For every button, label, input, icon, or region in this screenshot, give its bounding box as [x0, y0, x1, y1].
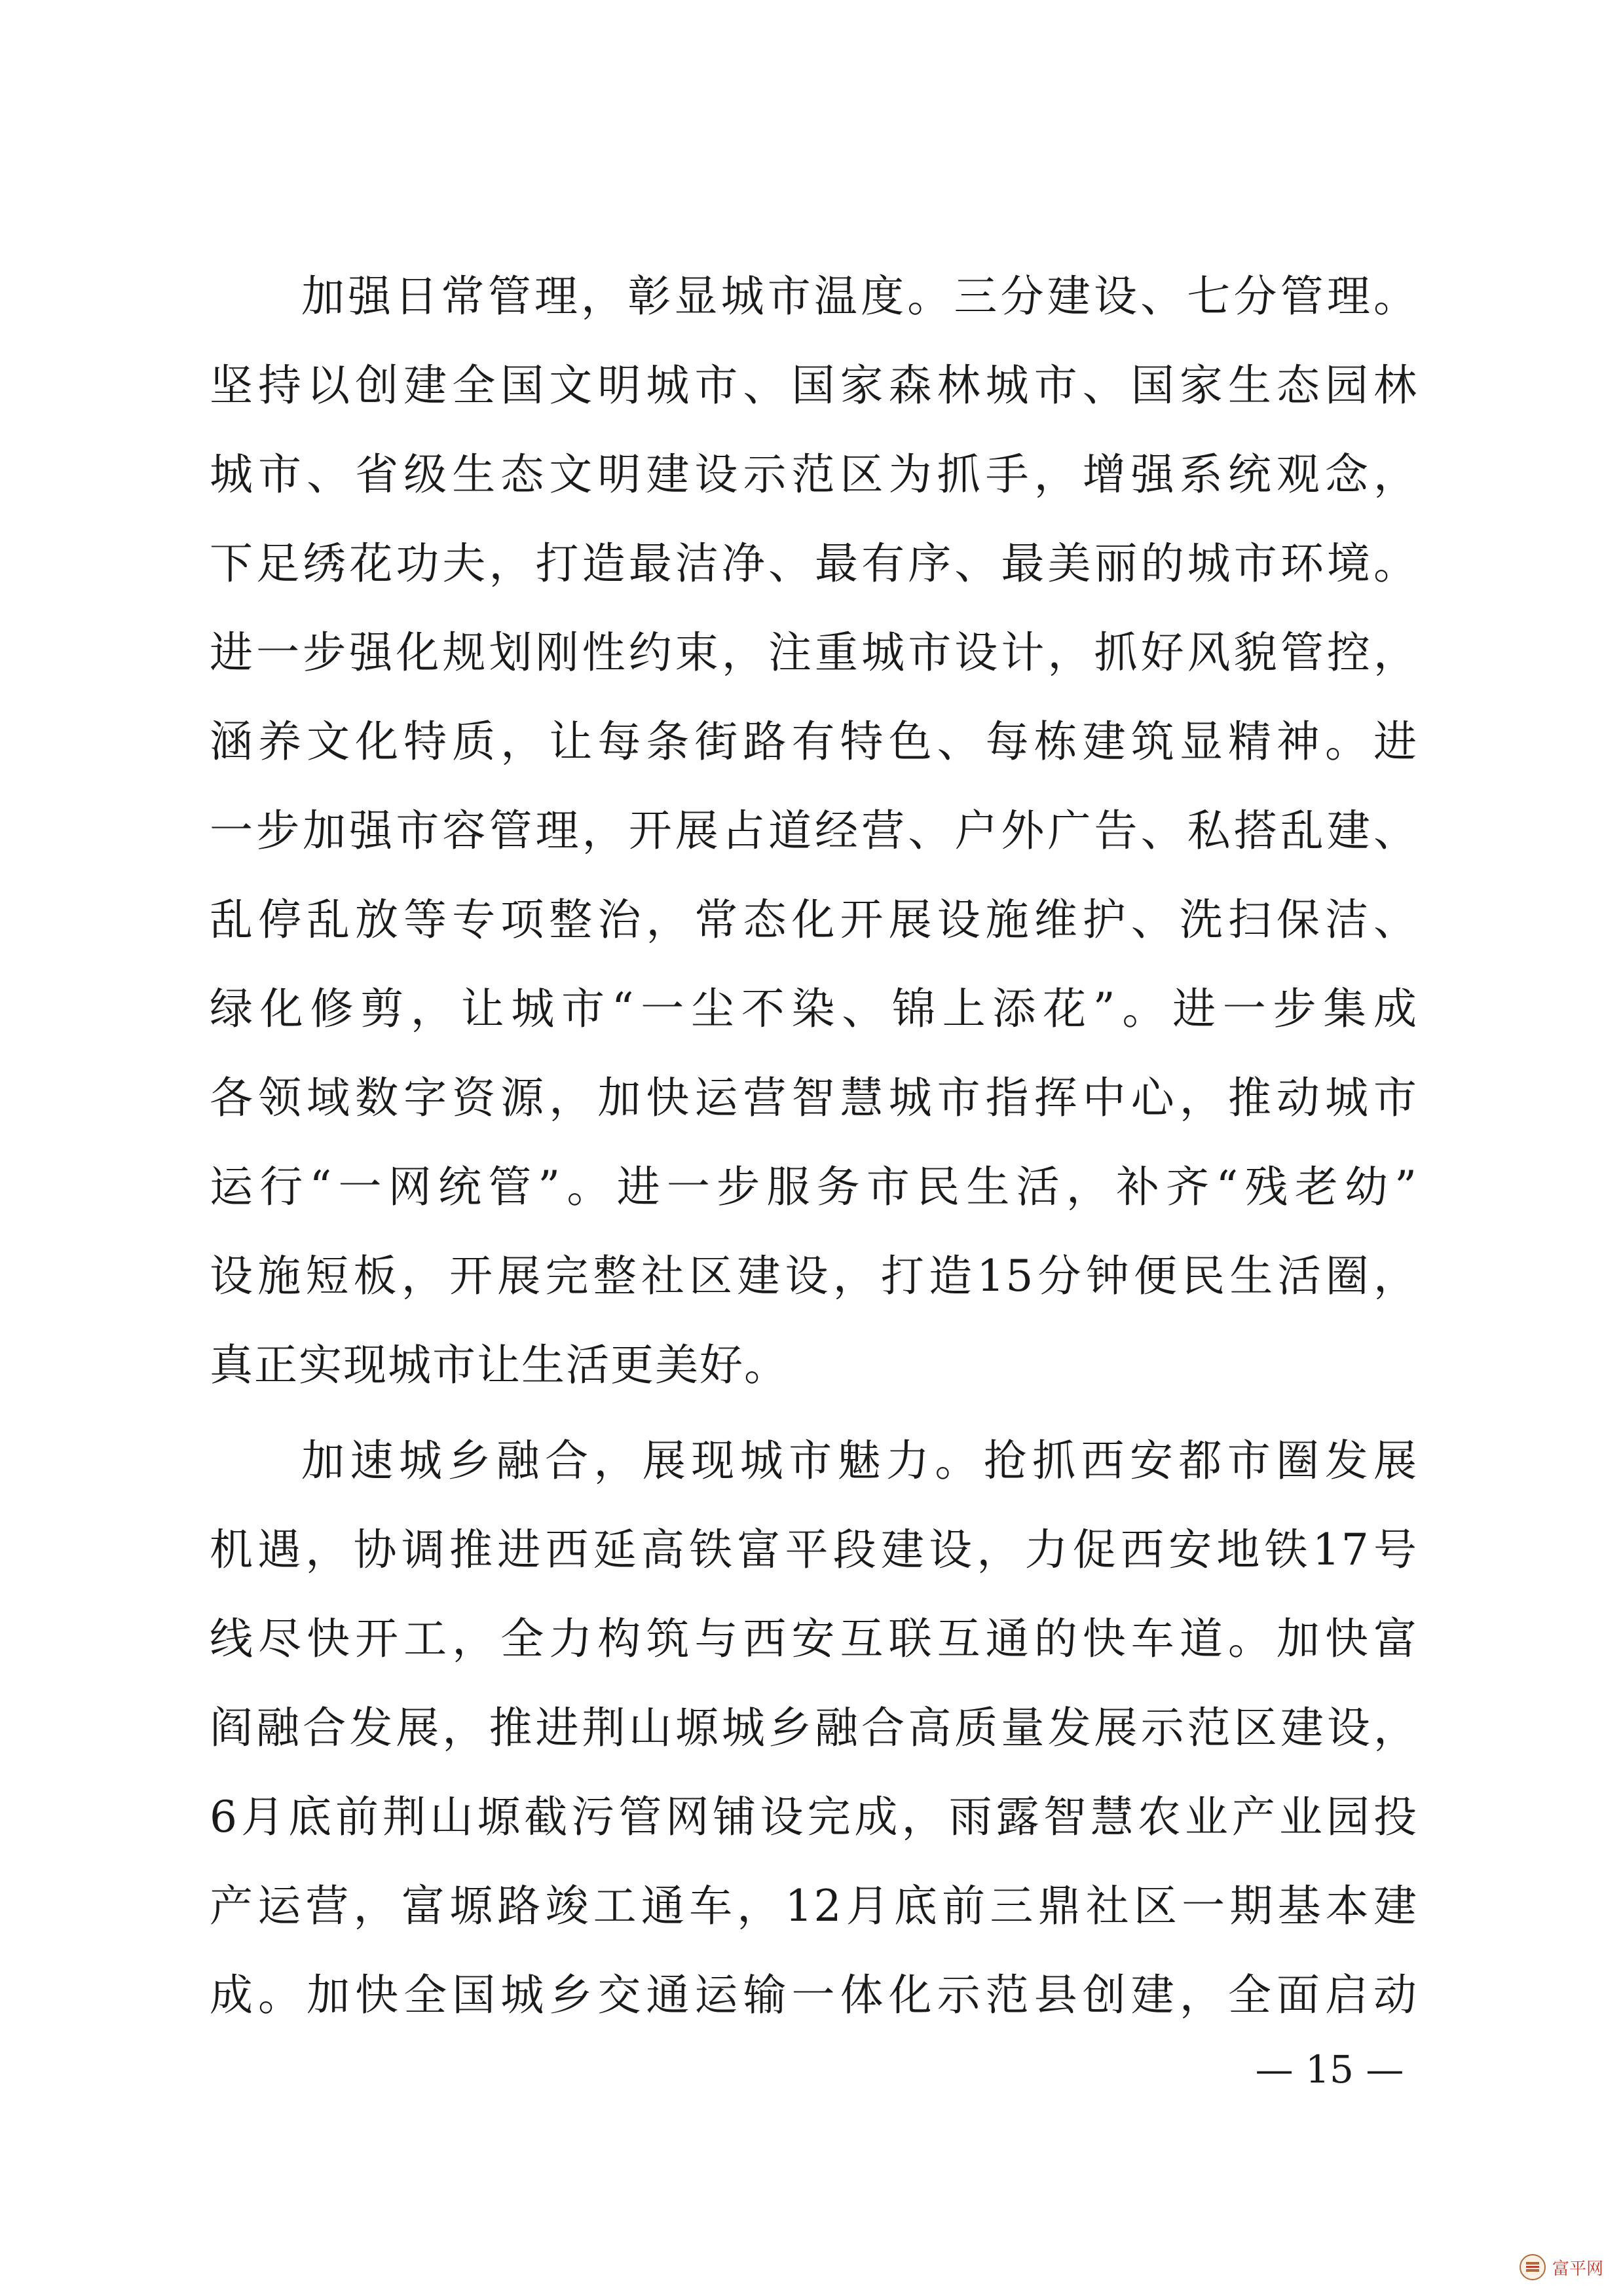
text-line: 城市、省级生态文明建设示范区为抓手，增强系统观念， [210, 449, 1418, 500]
text-line: 进一步强化规划刚性约束，注重城市设计，抓好风貌管控， [210, 627, 1418, 678]
text-line: 产运营，富塬路竣工通车，12月底前三鼎社区一期基本建 [210, 1881, 1418, 1931]
page-number: — 15 — [1255, 2047, 1404, 2092]
text-line: 涵养文化特质，让每条街路有特色、每栋建筑显精神。进 [210, 716, 1418, 767]
text-line: 坚持以创建全国文明城市、国家森林城市、国家生态园林 [210, 360, 1418, 411]
document-body [210, 252, 1418, 2040]
text-line: 6月底前荆山塬截污管网铺设完成，雨露智慧农业产业园投 [210, 1792, 1418, 1842]
paragraph [210, 1416, 1418, 2040]
text-line: 真正实现城市让生活更美好。 [210, 1340, 789, 1390]
site-logo-icon [1518, 2253, 1547, 2282]
text-line: 加强日常管理，彰显城市温度。三分建设、七分管理。 [301, 271, 1418, 322]
text-line: 线尽快开工，全力构筑与西安互联互通的快车道。加快富 [210, 1614, 1418, 1664]
watermark-text: 富平网 [1552, 2259, 1603, 2279]
text-line: 一步加强市容管理，开展占道经营、户外广告、私搭乱建、 [210, 805, 1418, 856]
text-line: 各领域数字资源，加快运营智慧城市指挥中心，推动城市 [210, 1073, 1418, 1123]
watermark [1518, 2253, 1603, 2282]
text-line: 成。加快全国城乡交通运输一体化示范县创建，全面启动 [210, 1970, 1418, 2020]
text-line: 阎融合发展，推进荆山塬城乡融合高质量发展示范区建设， [210, 1703, 1418, 1753]
text-line: 设施短板，开展完整社区建设，打造15分钟便民生活圈， [210, 1251, 1418, 1301]
text-line: 加速城乡融合，展现城市魅力。抢抓西安都市圈发展 [301, 1435, 1418, 1486]
text-line: 运行“一网统管”。进一步服务市民生活，补齐“残老幼” [210, 1162, 1418, 1212]
text-line: 乱停乱放等专项整治，常态化开展设施维护、洗扫保洁、 [210, 895, 1418, 945]
text-line: 下足绣花功夫，打造最洁净、最有序、最美丽的城市环境。 [210, 538, 1418, 589]
paragraph-gap [210, 1410, 1418, 1416]
text-line: 机遇，协调推进西延高铁富平段建设，力促西安地铁17号 [210, 1525, 1418, 1575]
paragraph [210, 252, 1418, 1410]
text-line: 绿化修剪，让城市“一尘不染、锦上添花”。进一步集成 [210, 984, 1418, 1034]
